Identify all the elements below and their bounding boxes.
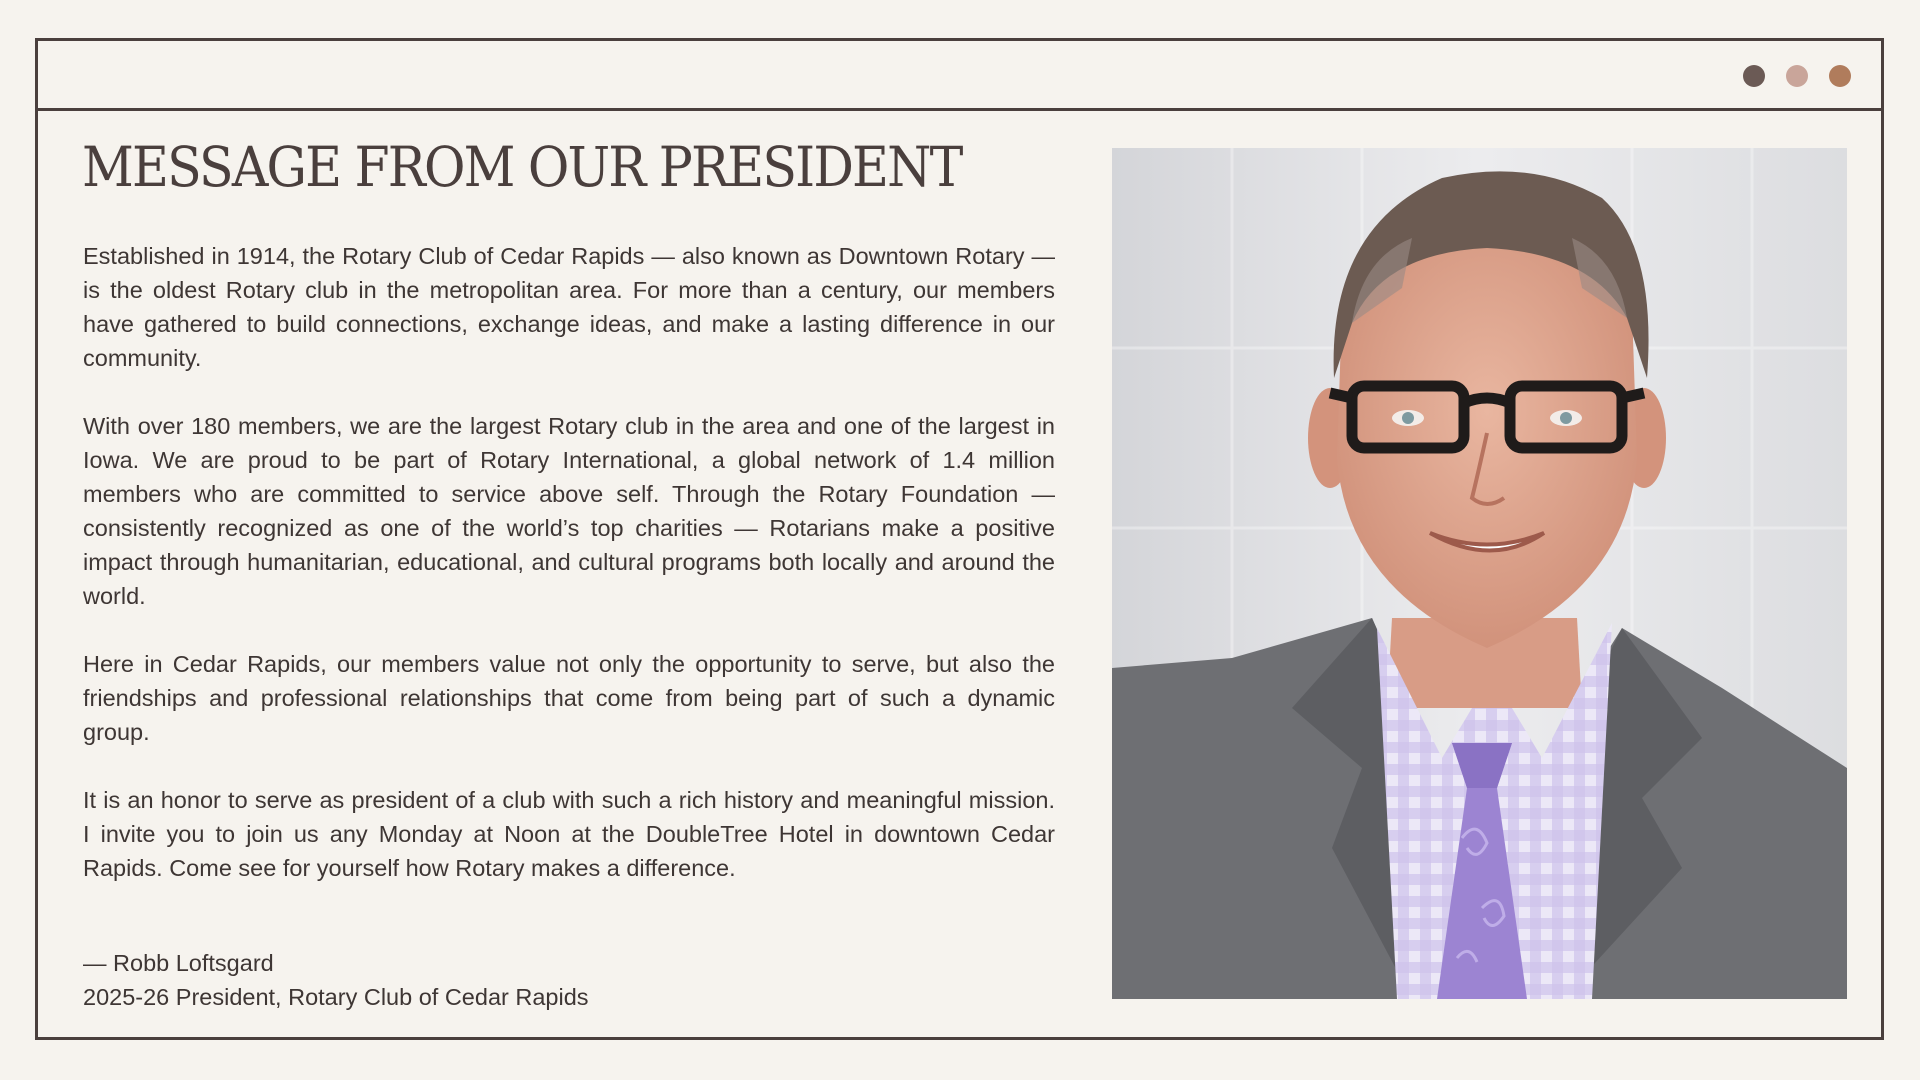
paragraph-invitation: It is an honor to serve as president of a club with such a rich history and meaningful mission. I invite you to join us any Monday at Noon at the DoubleTree Hotel in downtown Cedar Rapids. Come see for yourself how Rotary makes a difference. — [83, 787, 1055, 881]
signature-role: 2025-26 President, Rotary Club of Cedar Rapids — [83, 984, 589, 1010]
president-portrait-photo — [1112, 148, 1847, 999]
paragraph-community: Here in Cedar Rapids, our members value not only the opportunity to serve, but also the friendships and professional relationships that come from being part of such a dynamic group. — [83, 651, 1055, 745]
signature-name: — Robb Loftsgard — [83, 950, 274, 976]
dot-copper — [1829, 65, 1851, 87]
paragraph-history: Established in 1914, the Rotary Club of Cedar Rapids — also known as Downtown Rotary — is the oldest Rotary club in the metropolitan area. For more than a century, our members have gathered to build connections, exchange ideas, and make a lasting difference in our community. — [83, 243, 1055, 371]
window-dots — [1743, 65, 1851, 87]
page-title: MESSAGE FROM OUR PRESIDENT — [82, 135, 962, 199]
paragraph-membership: With over 180 members, we are the largest Rotary club in the area and one of the largest in Iowa. We are proud to be part of Rotary International, a global network of 1.4 million members who are committed to service above self. Through the Rotary Foundation — consistently recognized as one of the world’s top charities — Rotarians make a positive impact through humanitarian, educational, and cultural programs both locally and around the world. — [83, 413, 1055, 609]
signature — [83, 946, 589, 1014]
top-bar — [38, 41, 1881, 111]
message-body — [83, 239, 1055, 919]
dot-dark — [1743, 65, 1765, 87]
dot-rose — [1786, 65, 1808, 87]
slide-frame — [35, 38, 1884, 1040]
